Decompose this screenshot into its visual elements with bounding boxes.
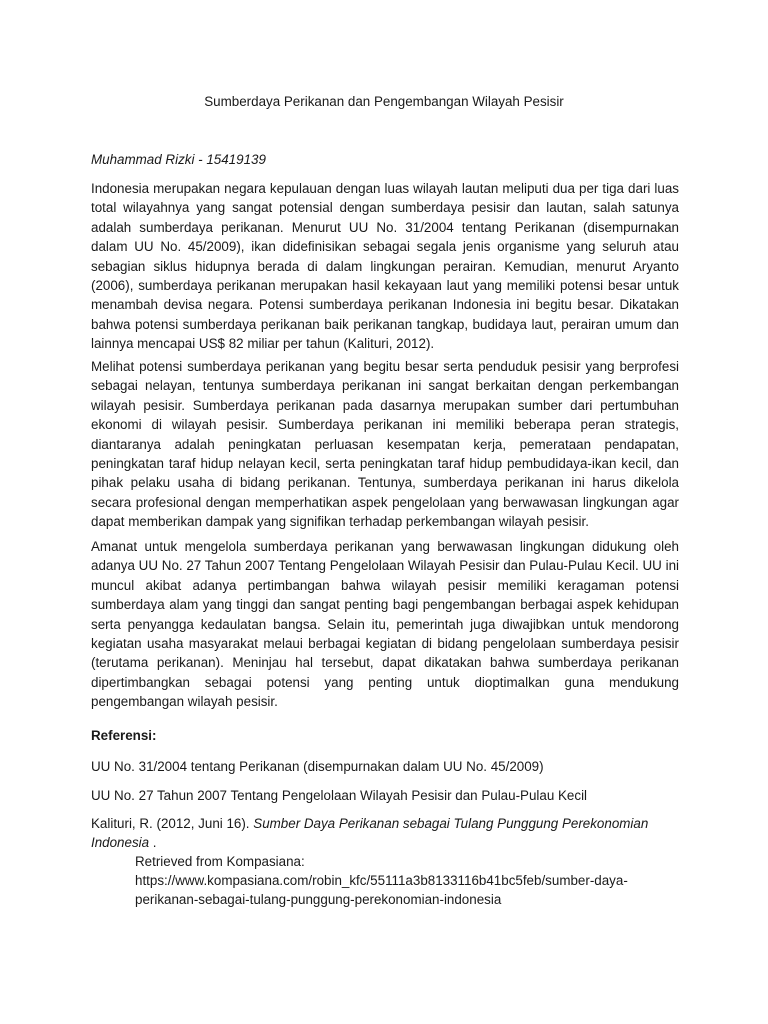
paragraph-3: Amanat untuk mengelola sumberdaya perikanan yang berwawasan lingkungan didukung oleh adanya UU No. 27 Tahun 2007 Tentang Pengelolaan Wilayah Pesisir dan Pulau-Pulau Kecil. UU ini muncul akibat adanya pertimbangan bahwa wilayah pesisir memiliki keragaman potensi sumberdaya alam yang tinggi dan sangat penting bagi pengembangan berbagai aspek kehidupan serta penyangga kedaulatan bangsa. Selain itu, pemerintah juga diwajibkan untuk mendorong kegiatan usaha masyarakat melaui berbagai kegiatan di bidang pengelolaan sumberdaya pesisir (terutama perikanan). Meninjau hal tersebut, dapat dikatakan bahwa sumberdaya perikanan dipertimbangkan sebagai potensi yang penting untuk dioptimalkan guna mendukung pengembangan wilayah pesisir. [91,539,679,710]
reference-author-date: Kalituri, R. (2012, Juni 16). [91,816,254,831]
reference-item-2: UU No. 27 Tahun 2007 Tentang Pengelolaan Wilayah Pesisir dan Pulau-Pulau Kecil [91,788,588,803]
paragraph-2: Melihat potensi sumberdaya perikanan yang begitu besar serta penduduk pesisir yang berprofesi sebagai nelayan, tentunya sumberdaya perikanan ini sangat berkaitan dengan perkembangan wilayah pesisir. Sumberdaya perikanan pada dasarnya merupakan sumber dari pertumbuhan ekonomi di wilayah pesisir. Sumberdaya perikanan ini memiliki beberapa peran strategis, diantaranya adalah peningkatan perluasan kesempatan kerja, pemerataan pendapatan, peningkatan taraf hidup nelayan kecil, serta peningkatan taraf hidup pembudidaya-ikan kecil, dan pihak pelaku usaha di bidang perikanan. Tentunya, sumberdaya perikanan ini harus dikelola secara profesional dengan memperhatikan aspek pengelolaan yang berwawasan lingkungan agar dapat memberikan dampak yang signifikan terhadap perkembangan wilayah pesisir. [91,359,679,530]
reference-url-line-2: perikanan-sebagai-tulang-punggung-perekonomian-indonesia [135,892,502,907]
reference-item-1: UU No. 31/2004 tentang Perikanan (disempurnakan dalam UU No. 45/2009) [91,759,544,774]
reference-trailing: . [149,835,157,850]
reference-item-3 [91,814,691,909]
document-title: Sumberdaya Perikanan dan Pengembangan Wilayah Pesisir [204,94,564,109]
reference-retrieved: Retrieved from Kompasiana: [135,854,305,869]
paragraph-1: Indonesia merupakan negara kepulauan dengan luas wilayah lautan meliputi dua per tiga dari luas total wilayahnya yang sangat potensial dengan sumberdaya pesisir dan lautan, salah satunya adalah sumberdaya perikanan. Menurut UU No. 31/2004 tentang Perikanan (disempurnakan dalam UU No. 45/2009), ikan didefinisikan sebagai segala jenis organisme yang seluruh atau sebagian siklus hidupnya berada di dalam lingkungan perairan. Kemudian, menurut Aryanto (2006), sumberdaya perikanan merupakan hasil kekayaan laut yang memiliki potensi besar untuk menambah devisa negara. Potensi sumberdaya perikanan Indonesia ini begitu besar. Dikatakan bahwa potensi sumberdaya perikanan baik perikanan tangkap, budidaya laut, perairan umum dan lainnya mencapai US$ 82 miliar per tahun (Kalituri, 2012). [91,181,679,352]
reference-url-line-1: https://www.kompasiana.com/robin_kfc/55111a3b8133116b41bc5feb/sumber-daya- [135,873,628,888]
references-heading: Referensi: [91,728,157,743]
author-line: Muhammad Rizki - 15419139 [91,152,266,167]
reference-work-title: Sumber Daya Perikanan sebagai Tulang Punggung Perekonomian Indonesia [91,816,649,850]
